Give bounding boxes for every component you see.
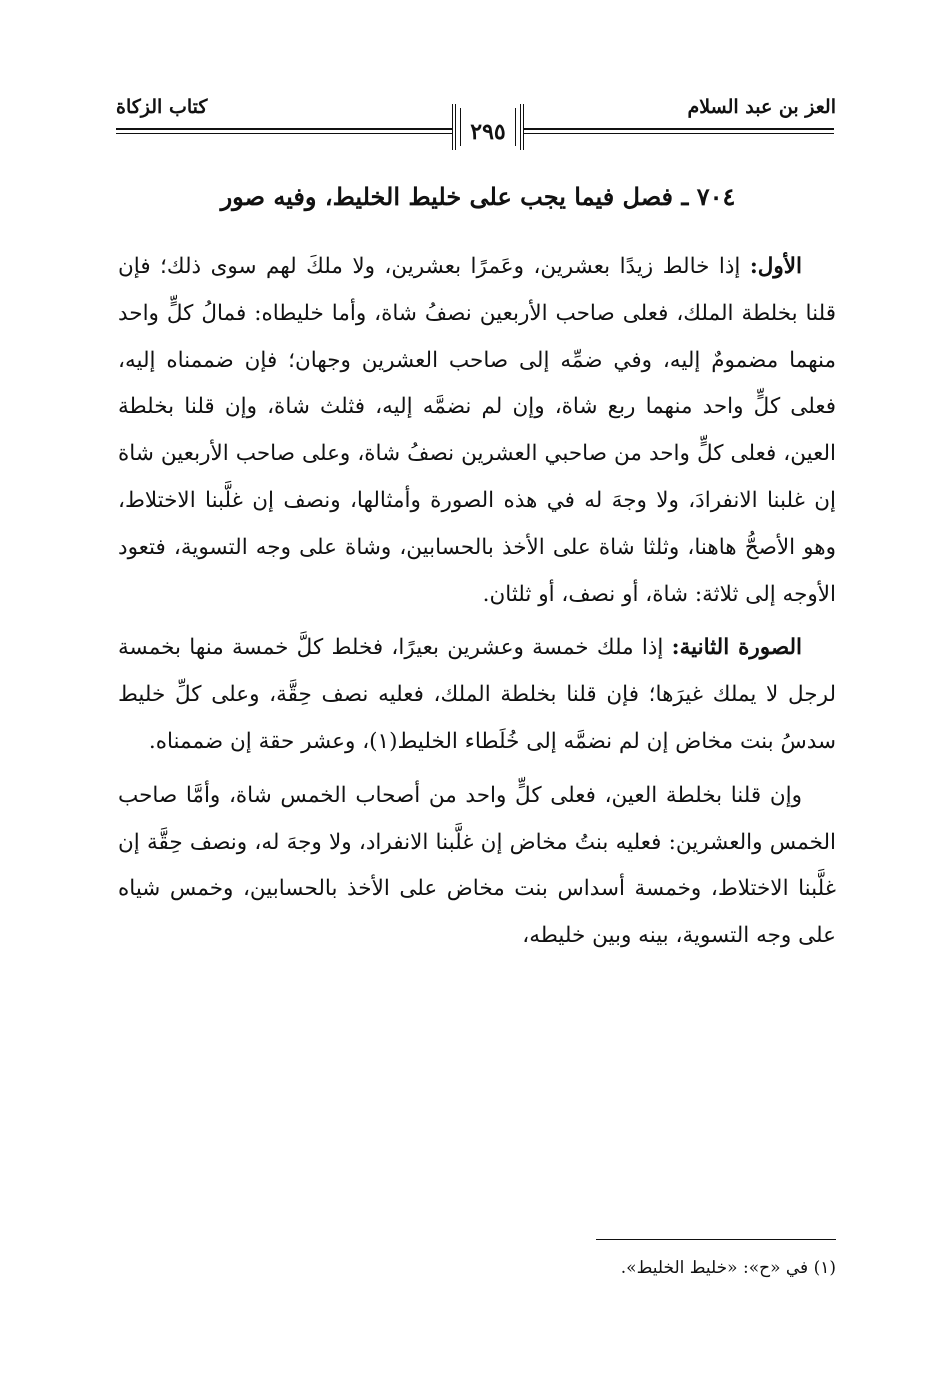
section-title: ٧٠٤ ـ فصل فيما يجب على خليط الخليط، وفيه صور [220, 182, 736, 211]
paragraph-lead: الصورة الثانية: [671, 635, 803, 661]
paragraph-1 [118, 244, 836, 618]
running-header-book: كتاب الزكاة [116, 96, 208, 118]
page-number-frame [452, 104, 524, 150]
paragraph-text: إذا خالط زيدًا بعشرين، وعَمرًا بعشرين، ولا ملكَ لهم سوى ذلك؛ فإن قلنا بخلطة الملك، فعلى صاحب الأربعين نصفُ شاة، وأما خليطاه: فمالُ كلٍّ واحد منهما مضمومٌ إليه، وفي ضمِّه إلى صاحب العشرين وجهان؛ فإن ضممناه إليه، فعلى كلٍّ واحد منهما ربع شاة، وإن لم نضمَّه إليه، فثلث شاة، وإن قلنا بخلطة العين، فعلى كلٍّ واحد من صاحبي العشرين نصفُ شاة، وعلى صاحب الأربعين شاة إن غلبنا الانفرادَ، ولا وجهَ له في هذه الصورة وأمثالها، ونصف إن غلَّبنا الاختلاط، وهو الأصحُّ هاهنا، وثلثا شاة على الأخذ بالحسابين، وشاة على وجه التسوية، فتعود الأوجه إلى ثلاثة: شاة، أو نصف، أو ثلثان. [118, 254, 836, 607]
paragraph-2 [118, 625, 836, 765]
running-header-author: العز بن عبد السلام [687, 96, 836, 118]
body-text [118, 244, 836, 960]
footnote-rule [596, 1239, 836, 1240]
page-number: ٢٩٥ [460, 108, 516, 146]
paragraph-3 [118, 773, 836, 960]
paragraph-lead: الأول: [749, 254, 802, 279]
paragraph-text: وإن قلنا بخلطة العين، فعلى كلٍّ واحد من أصحاب الخمس شاة، وأمَّا صاحب الخمس والعشرين: فعليه بنتُ مخاض إن غلَّبنا الانفراد، ولا وجهَ له، ونصف حِقَّة إن غلَّبنا الاختلاط، وخمسة أسداس بنت مخاض على الأخذ بالحسابين، وخمس شياه على وجه التسوية، بينه وبين خليطه، [118, 782, 836, 949]
footnote: (١) في «ح»: «خليط الخليط». [620, 1258, 836, 1278]
paragraph-text: إذا ملك خمسة وعشرين بعيرًا، فخلط كلَّ خمسة منها بخمسة لرجل لا يملك غيرَها؛ فإن قلنا بخلطة الملك، فعليه نصف حِقَّة، وعلى كلِّ خليط سدسُ بنت مخاض إن لم نضمَّه إلى خُلَطاء الخليط(١)، وعشر حقة إن ضممناه. [118, 635, 836, 754]
